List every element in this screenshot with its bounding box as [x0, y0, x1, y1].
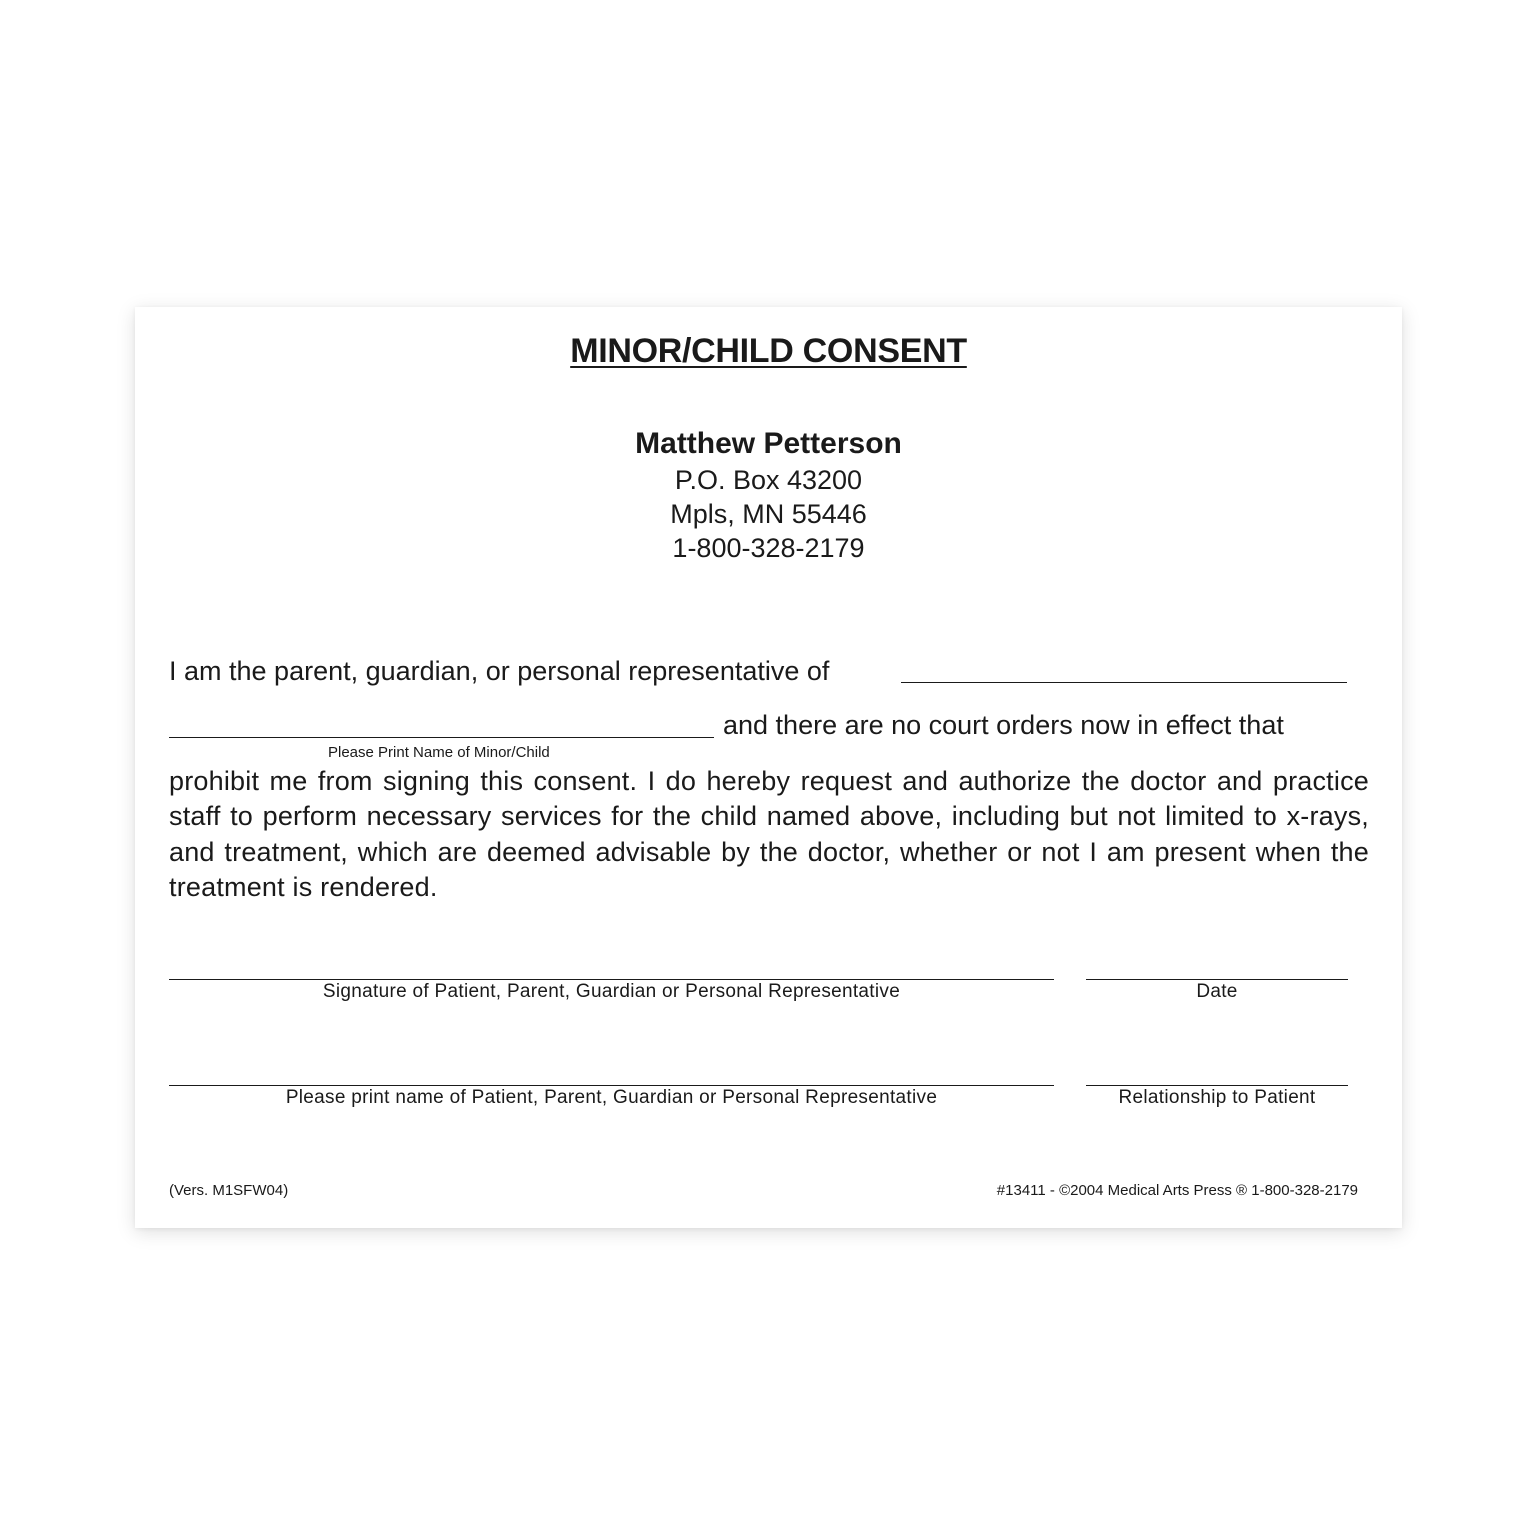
statement-line2: and there are no court orders now in effect that	[723, 710, 1284, 740]
signature-field[interactable]	[169, 979, 1054, 980]
footer-version: (Vers. M1SFW04)	[169, 1182, 289, 1199]
consent-form-card	[135, 307, 1402, 1228]
statement-line1: I am the parent, guardian, or personal representative of	[169, 656, 830, 686]
print-name-field[interactable]	[169, 1085, 1054, 1086]
footer-copyright: #13411 - ©2004 Medical Arts Press ® 1-800-328-2179	[996, 1182, 1358, 1199]
date-field[interactable]	[1086, 979, 1348, 980]
print-name-label: Please print name of Patient, Parent, Guardian or Personal Representative	[285, 1087, 938, 1108]
practice-address-line1: P.O. Box 43200	[674, 465, 863, 495]
consent-paragraph: prohibit me from signing this consent. I do hereby request and authorize the doctor and practice staff to perform necessary services for the child named above, including but not limited to x-rays, and treatment, which are deemed advisable by the doctor, whether or not I am present when the treatment is rendered.	[169, 766, 1369, 902]
minor-name-field-part1[interactable]	[901, 682, 1347, 683]
date-label: Date	[1196, 981, 1238, 1002]
practice-phone: 1-800-328-2179	[672, 533, 865, 563]
relationship-label: Relationship to Patient	[1118, 1087, 1316, 1108]
relationship-field[interactable]	[1086, 1085, 1348, 1086]
minor-name-field-part2[interactable]	[169, 737, 714, 738]
minor-name-caption: Please Print Name of Minor/Child	[328, 744, 550, 761]
practice-address-line2: Mpls, MN 55446	[670, 499, 867, 529]
practice-name: Matthew Petterson	[635, 427, 902, 460]
signature-label: Signature of Patient, Parent, Guardian or Personal Representative	[322, 981, 901, 1002]
form-title: MINOR/CHILD CONSENT	[570, 332, 967, 370]
